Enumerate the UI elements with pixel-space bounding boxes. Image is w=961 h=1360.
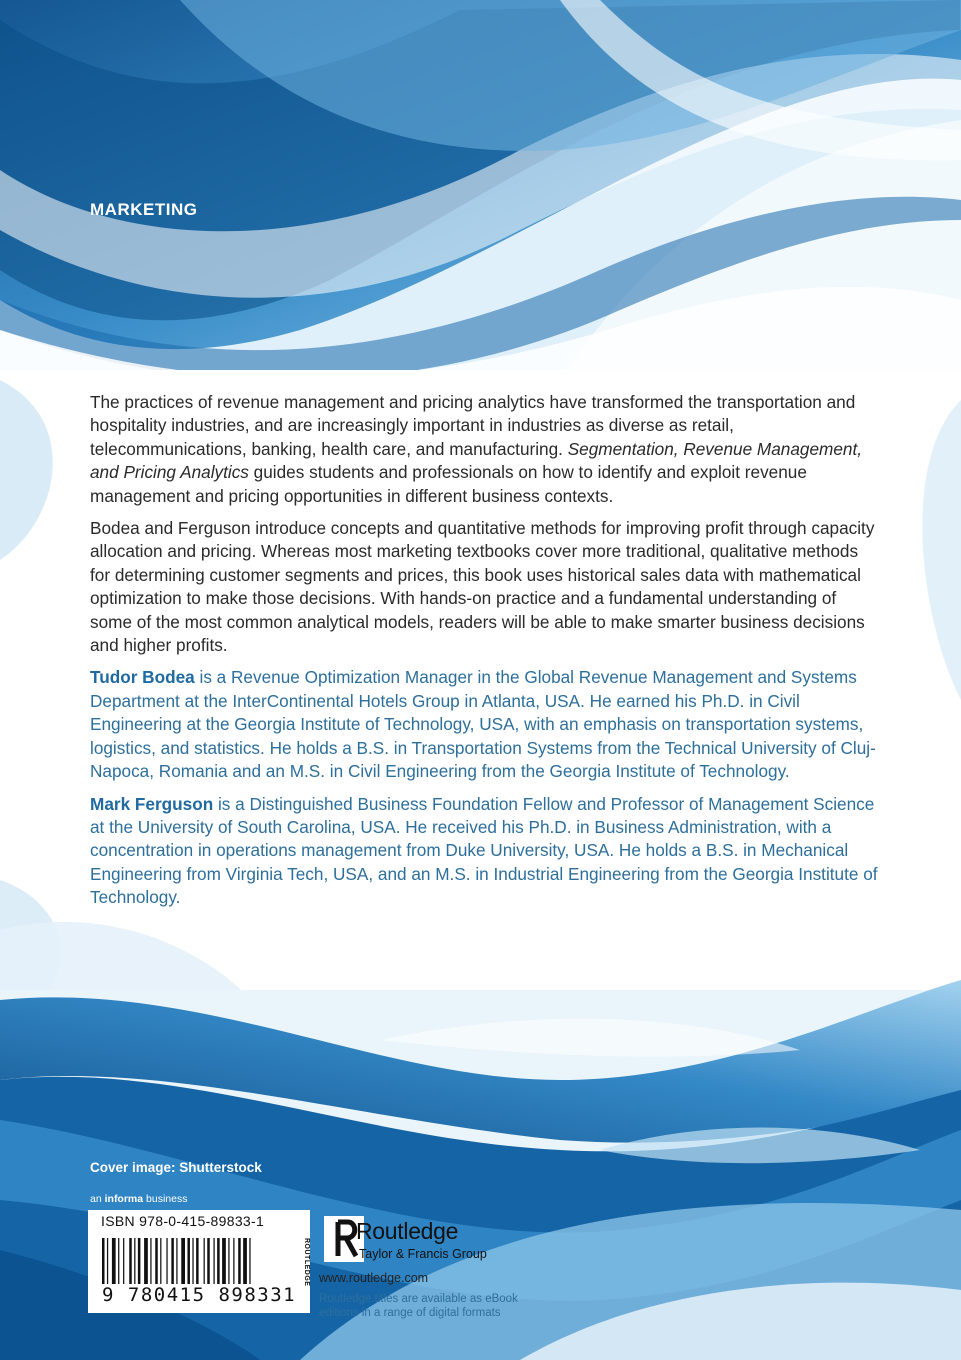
barcode-bar [192,1238,193,1286]
barcode-bar [181,1238,185,1286]
informa-tagline [90,1193,187,1205]
barcode-bar [171,1238,174,1286]
publisher-group: Taylor & Francis Group [359,1247,487,1261]
author-bio-text-bodea: is a Revenue Optimization Manager in the Global Revenue Management and Systems Department at the InterContinental Hotels Group in Atlanta, USA. He earned his Ph.D. in Civil Engineering at the Georgia Institute of Technology, USA, with an emphasis on transportation systems, logistics, and statistics. He holds a B.S. in Transportation Systems from the Technical University of Cluj-Napoca, Romania and an M.S. in Civil Engineering from the Georgia Institute of Technology. [90,667,876,782]
barcode-bar [249,1238,250,1286]
author-bio-ferguson [90,793,880,910]
ebook-note-line-1: Routledge titles are available as eBook [319,1293,518,1305]
methods-paragraph: Bodea and Ferguson introduce concepts and quantitative methods for improving profit through capacity allocation and pricing. Whereas most marketing textbooks cover more traditional, qualitative methods for determining customer segments and prices, this book uses historical sales data with mathematical optimization to make those decisions. With hands-on practice and a fundamental understanding of some of the most common analytical models, readers will be able to make smarter business decisions and higher profits. [90,518,875,656]
informa-post: business [143,1193,188,1205]
barcode-bar [187,1238,190,1286]
barcode-bar [207,1238,210,1286]
author-name-bodea: Tudor Bodea [90,667,195,688]
barcode-bar [138,1238,141,1286]
category-label: MARKETING [90,200,198,219]
publisher-website[interactable]: www.routledge.com [319,1271,429,1285]
author-name-ferguson: Mark Ferguson [90,793,214,814]
barcode-bar [222,1238,226,1286]
barcode-bar [176,1238,177,1286]
barcode-bar [102,1238,105,1286]
cover-image-credit: Cover image: Shutterstock [90,1160,262,1175]
description-part-1: The practices of revenue management and pricing analytics have transformed the transportation and hospitality industries, and are increasingly important in industries as diverse as retail, telecommunications, banking, health care, and manufacturing. [90,392,856,459]
barcode-bar [112,1238,116,1286]
informa-pre: an [90,1193,105,1205]
description-part-2: guides students and professionals on how to identify and exploit revenue management and pricing opportunities in different business contexts. [90,462,807,506]
barcode-bar [129,1238,132,1286]
author-bio-text-ferguson: is a Distinguished Business Foundation Fellow and Professor of Management Science at the University of South Carolina, USA. He received his Ph.D. in Business Administration, with a concentration in operations management from Duke University, USA. He holds a B.S. in Mechanical Engineering from Virginia Tech, USA, and an M.S. in Industrial Engineering from the Georgia Institute of Technology. [90,793,878,908]
book-title-italic: Segmentation, Revenue Management, and Pricing Analytics [90,438,863,483]
isbn-digits: 9 780415 898331 [102,1284,297,1306]
barcode-bar [155,1238,158,1286]
back-cover-text [90,391,880,919]
barcode-bar [144,1238,148,1286]
barcode-bar [107,1238,108,1286]
barcode-bar [196,1238,199,1286]
barcode-bar [123,1238,124,1286]
barcode-bar [134,1238,135,1286]
ebook-note [319,1292,559,1320]
publisher-vertical-text: ROUTLEDGE [303,1238,310,1287]
barcode-bar [204,1238,205,1286]
barcode-bar [228,1238,229,1286]
author-bio-bodea [90,666,880,783]
informa-brand: informa [104,1193,144,1205]
barcode-bar [238,1238,241,1286]
barcode-bar [243,1238,247,1286]
barcode-bar [233,1238,234,1286]
barcode-bar [150,1238,151,1286]
barcode-bar [213,1238,214,1286]
publisher-name: Routledge [356,1218,459,1244]
barcode-bar [118,1238,119,1286]
barcode-bar [160,1238,161,1286]
ebook-note-line-2: editions in a range of digital formats [319,1307,501,1319]
barcode-bar [166,1238,167,1286]
barcode-bar [217,1238,220,1286]
isbn-label: ISBN 978-0-415-89833-1 [101,1213,265,1229]
description-paragraph [90,391,880,508]
